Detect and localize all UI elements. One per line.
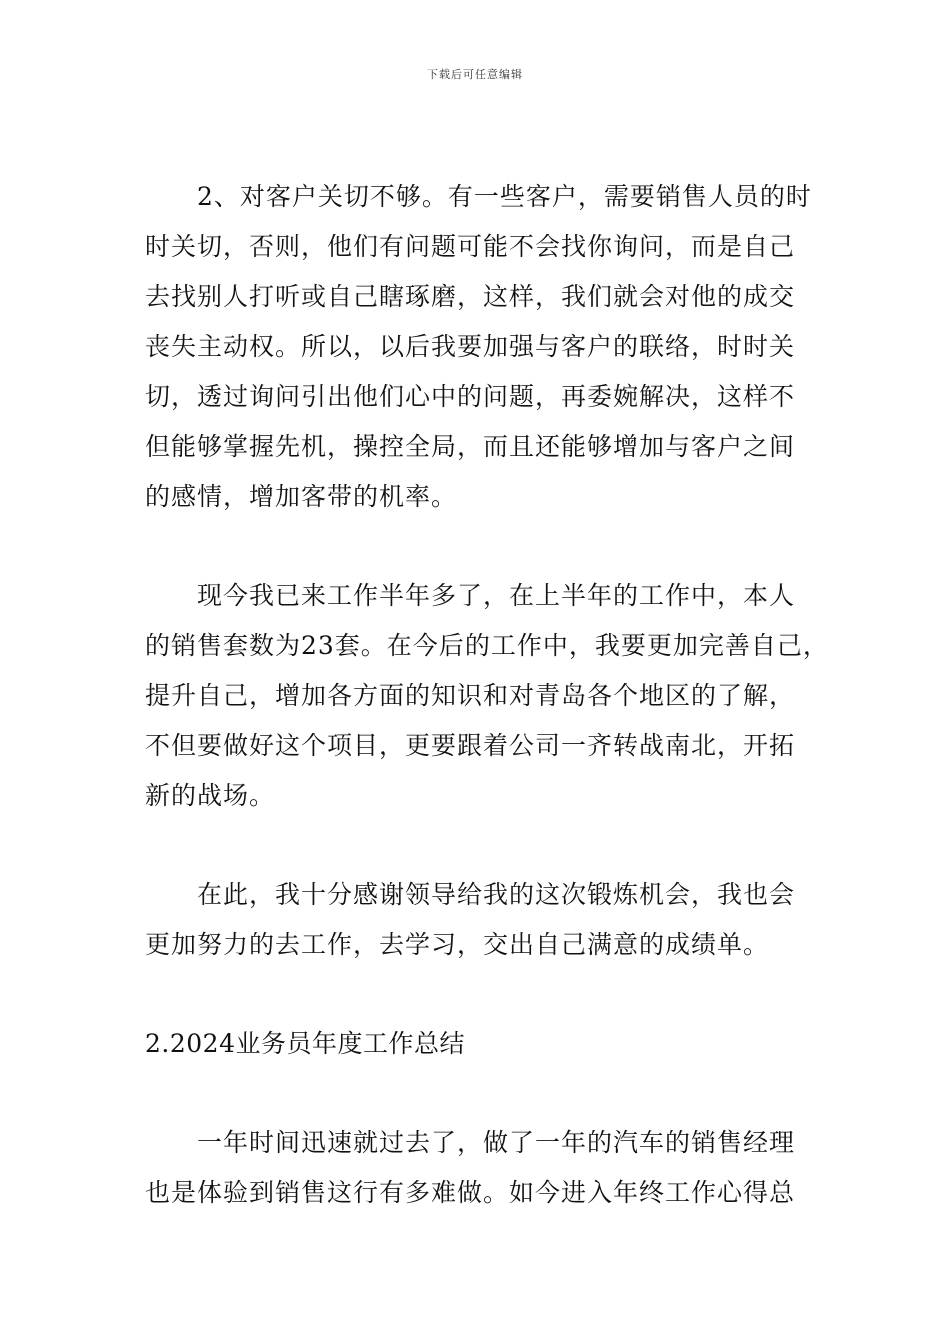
paragraph-year-summary xyxy=(145,1118,813,1218)
section-heading: 2.2024业务员年度工作总结 xyxy=(145,1029,465,1058)
document-body xyxy=(145,172,829,1218)
paragraph-half-year xyxy=(145,571,829,821)
text-line: 不但要做好这个项目，更要跟着公司一齐转战南北，开拓 xyxy=(145,731,796,760)
paragraph-thanks xyxy=(145,870,813,970)
text-line: 现今我已来工作半年多了，在上半年的工作中，本人 xyxy=(197,581,796,610)
paragraph-gap xyxy=(145,522,813,571)
text-line: 时关切，否则，他们有问题可能不会找你询问，而是自己 xyxy=(145,232,796,261)
paragraph-customer-care xyxy=(145,172,813,522)
paragraph-gap xyxy=(145,821,813,870)
text-line: 新的战场。 xyxy=(145,781,276,810)
paragraph-gap xyxy=(145,970,813,1019)
text-line: 在此，我十分感谢领导给我的这次锻炼机会，我也会 xyxy=(197,880,796,909)
text-line: 2、对客户关切不够。有一些客户，需要销售人员的时 xyxy=(197,182,812,211)
text-line: 的感情，增加客带的机率。 xyxy=(145,482,458,511)
text-line: 也是体验到销售这行有多难做。如今进入年终工作心得总 xyxy=(145,1178,796,1207)
text-line: 一年时间迅速就过去了，做了一年的汽车的销售经理 xyxy=(197,1128,796,1157)
text-line: 的销售套数为23套。在今后的工作中，我要更加完善自己， xyxy=(145,631,829,660)
text-line: 更加努力的去工作，去学习，交出自己满意的成绩单。 xyxy=(145,930,770,959)
paragraph-gap xyxy=(145,1069,813,1118)
text-line: 但能够掌握先机，操控全局，而且还能够增加与客户之间 xyxy=(145,432,796,461)
header-note: 下载后可任意编辑 xyxy=(427,68,523,81)
text-line: 提升自己，增加各方面的知识和对青岛各个地区的了解， xyxy=(145,681,796,710)
text-line: 切，透过询问引出他们心中的问题，再委婉解决，这样不 xyxy=(145,382,796,411)
text-line: 丧失主动权。所以，以后我要加强与客户的联络，时时关 xyxy=(145,332,796,361)
text-line: 去找别人打听或自己瞎琢磨，这样，我们就会对他的成交 xyxy=(145,282,796,311)
